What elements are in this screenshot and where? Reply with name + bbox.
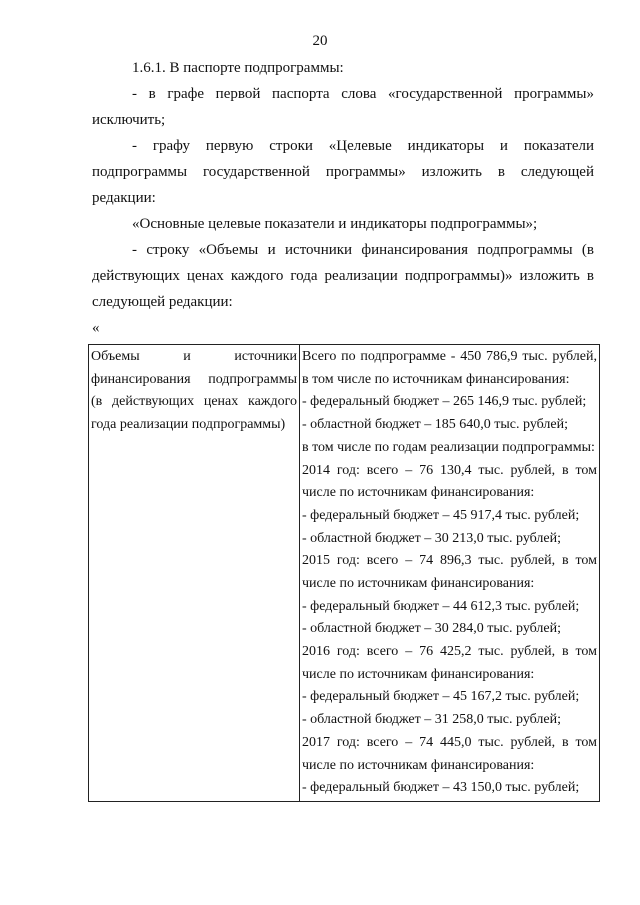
value-line: Всего по подпрограмме - 450 786,9 тыс. рублей, <box>302 349 597 364</box>
value-line: - федеральный бюджет – 43 150,0 тыс. рублей; <box>302 780 580 796</box>
page-number: 20 <box>312 33 328 49</box>
value-line: числе по источникам финансирования: <box>302 485 535 501</box>
table-cell-values <box>300 345 600 802</box>
value-line: - федеральный бюджет – 265 146,9 тыс. рублей; <box>302 394 587 410</box>
paragraph-5-line-3: следующей редакции: <box>92 294 233 310</box>
paragraph-4: «Основные целевые показатели и индикаторы подпрограммы»; <box>132 216 538 232</box>
label-line: финансирования подпрограммы <box>91 371 297 387</box>
value-line: числе по источникам финансирования: <box>302 757 535 773</box>
table-cell-label <box>89 345 300 802</box>
table-row <box>89 345 600 802</box>
financing-table <box>88 344 600 802</box>
paragraph-3-line-1: - графу первую строки «Целевые индикаторы и показатели <box>132 138 594 154</box>
paragraph-3-line-3: редакции: <box>92 190 156 206</box>
value-line: - областной бюджет – 30 213,0 тыс. рублей; <box>302 530 561 546</box>
value-line: в том числе по источникам финансирования: <box>302 371 570 387</box>
value-line: в том числе по годам реализации подпрограммы: <box>302 439 595 455</box>
value-line: - областной бюджет – 31 258,0 тыс. рублей; <box>302 712 561 728</box>
paragraph-1: 1.6.1. В паспорте подпрограммы: <box>132 60 344 76</box>
value-line: 2016 год: всего – 76 425,2 тыс. рублей, в том <box>302 644 597 660</box>
paragraph-2-line-2: исключить; <box>92 112 166 128</box>
value-line: - областной бюджет – 185 640,0 тыс. рублей; <box>302 417 568 433</box>
paragraph-5-line-1: - строку «Объемы и источники финансирования подпрограммы (в <box>132 242 594 258</box>
opening-quote: « <box>92 320 100 336</box>
paragraph-5-line-2: действующих ценах каждого года реализации подпрограммы)» изложить в <box>92 268 594 284</box>
paragraph-3-line-2: подпрограммы государственной программы» изложить в следующей <box>92 164 594 180</box>
value-line: - федеральный бюджет – 45 917,4 тыс. рублей; <box>302 507 580 523</box>
value-line: - федеральный бюджет – 45 167,2 тыс. рублей; <box>302 689 580 705</box>
paragraph-2-line-1: - в графе первой паспорта слова «государственной программы» <box>132 86 594 102</box>
value-line: 2014 год: всего – 76 130,4 тыс. рублей, в том <box>302 462 597 478</box>
value-line: 2017 год: всего – 74 445,0 тыс. рублей, в том <box>302 734 597 750</box>
label-line: Объемы и источники <box>91 349 297 364</box>
value-line: - областной бюджет – 30 284,0 тыс. рублей; <box>302 621 561 637</box>
label-line: (в действующих ценах каждого <box>91 394 297 410</box>
value-line: 2015 год: всего – 74 896,3 тыс. рублей, в том <box>302 553 597 569</box>
document-body <box>92 55 594 341</box>
value-line: числе по источникам финансирования: <box>302 575 535 591</box>
value-line: числе по источникам финансирования: <box>302 666 535 682</box>
value-line: - федеральный бюджет – 44 612,3 тыс. рублей; <box>302 598 580 614</box>
label-line: года реализации подпрограммы) <box>91 417 286 433</box>
